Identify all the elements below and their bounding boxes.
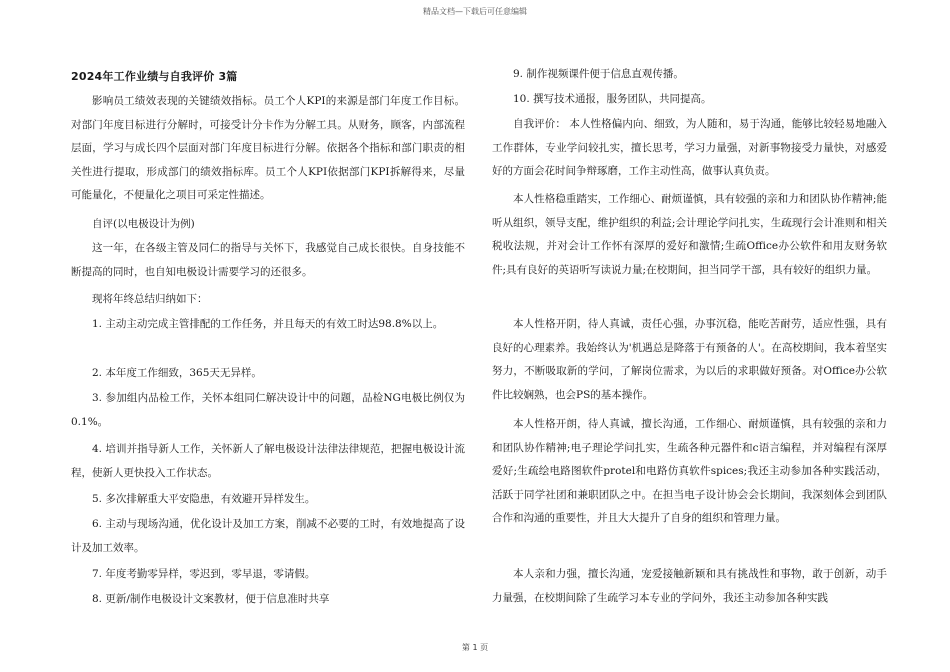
- list-item: 6. 主动与现场沟通，优化设计及加工方案，削减不必要的工时，有效地提高了设计及加工效率。: [71, 518, 465, 554]
- paragraph-electronics: 本人性格开朗，待人真诚，擅长沟通，工作细心、耐烦谨慎，具有较强的亲和力和团队协作精神;电子理论学问扎实，生疏各种元器件和c语言编程，并对编程有深厚爱好;生疏绘电路图软件protel和电路仿真软件spices;我还主动参加各种实践活动，活跃于同学社团和兼职团队之中。在担当电子设计协会会长期间，我深刻体会到团队合作和沟通的重要性，并且大大提升了自身的组织和管理力量。: [492, 418, 887, 524]
- list-item: 3. 参加组内品检工作，关怀本组同仁解决设计中的问题，品检NG电极比例仅为0.1%。: [71, 392, 465, 428]
- paragraph-personality: 本人性格开阴，待人真诚，责任心强，办事沉稳，能吃苦耐劳，适应性强，具有良好的心理素养。我始终认为'机遇总是降落于有预备的人'。在高校期间，我本着坚实努力，不断吸取新的学问，了解岗位需求，为以后的求职做好预备。对Office办公软件比较娴熟，也会PS的基本操作。: [492, 318, 887, 401]
- page-header: 精品文档—下载后可任意编辑: [423, 7, 527, 16]
- paragraph-self-eval-heading: 自评(以电极设计为例): [92, 218, 195, 230]
- paragraph-year-summary: 这一年，在各级主管及同仁的指导与关怀下，我感觉自己成长很快。自身技能不断提高的同时，也自知电极设计需要学习的还很多。: [71, 242, 465, 278]
- list-item: 10. 撰写技术通报，服务团队，共同提高。: [513, 93, 712, 105]
- paragraph-self-evaluation: 自我评价： 本人性格偏内向、细致，为人随和，易于沟通，能够比较轻易地融入工作群体，专业学问较扎实，擅长思考，学习力量强，对新事物接受力量快，对感爱好的方面会花时间争辩琢磨，工作主动性高，做事认真负责。: [492, 118, 887, 177]
- list-item: 4. 培训并指导新人工作，关怀新人了解电极设计法律法律规范，把握电极设计流程，使新人更快投入工作状态。: [71, 443, 465, 479]
- paragraph-accounting: 本人性格稳重踏实，工作细心、耐烦谨慎，具有较强的亲和力和团队协作精神;能听从组织，领导支配，维护组织的利益;会计理论学问扎实，生疏现行会计准则和相关税收法规，并对会计工作怀有深厚的爱好和激情;生疏Office办公软件和用友财务软件;具有良好的英语听写读说力量;在校期间，担当同学干部，具有较好的组织力量。: [492, 193, 887, 276]
- list-item: 2. 本年度工作细致，365天无异样。: [92, 367, 262, 379]
- page-footer: 第 1 页: [461, 643, 489, 652]
- list-item: 9. 制作视频课件便于信息直观传播。: [513, 68, 684, 80]
- document-title: 2024年工作业绩与自我评价 3篇: [71, 70, 238, 83]
- paragraph-kpi-intro: 影响员工绩效表现的关键绩效指标。员工个人KPI的来源是部门年度工作目标。对部门年度目标进行分解时，可接受计分卡作为分解工具。从财务，顾客，内部流程层面，学习与成长四个层面对部门年度目标进行分解。依据各个指标和部门职责的相关性进行提取，形成部门的绩效指标库。员工个人KPI依据部门KPI拆解得来，尽量可能量化，不便量化之项目可采定性描述。: [71, 95, 465, 201]
- list-item: 1. 主动主动完成主管排配的工作任务，并且每天的有效工时达98.8%以上。: [92, 318, 444, 330]
- list-item: 8. 更新/制作电极设计文案教材，便于信息准时共享: [92, 593, 330, 605]
- paragraph-summary-lead: 现将年终总结归纳如下：: [92, 293, 208, 305]
- paragraph-innovation: 本人亲和力强，擅长沟通，宠爱接触新颖和具有挑战性和事物，敢于创新，动手力量强，在校期间除了生疏学习本专业的学问外，我还主动参加各种实践: [492, 568, 887, 604]
- list-item: 7. 年度考勤零异样，零迟到，零早退，零请假。: [92, 568, 316, 580]
- list-item: 5. 多次排解重大平安隐患，有效避开异样发生。: [92, 493, 316, 505]
